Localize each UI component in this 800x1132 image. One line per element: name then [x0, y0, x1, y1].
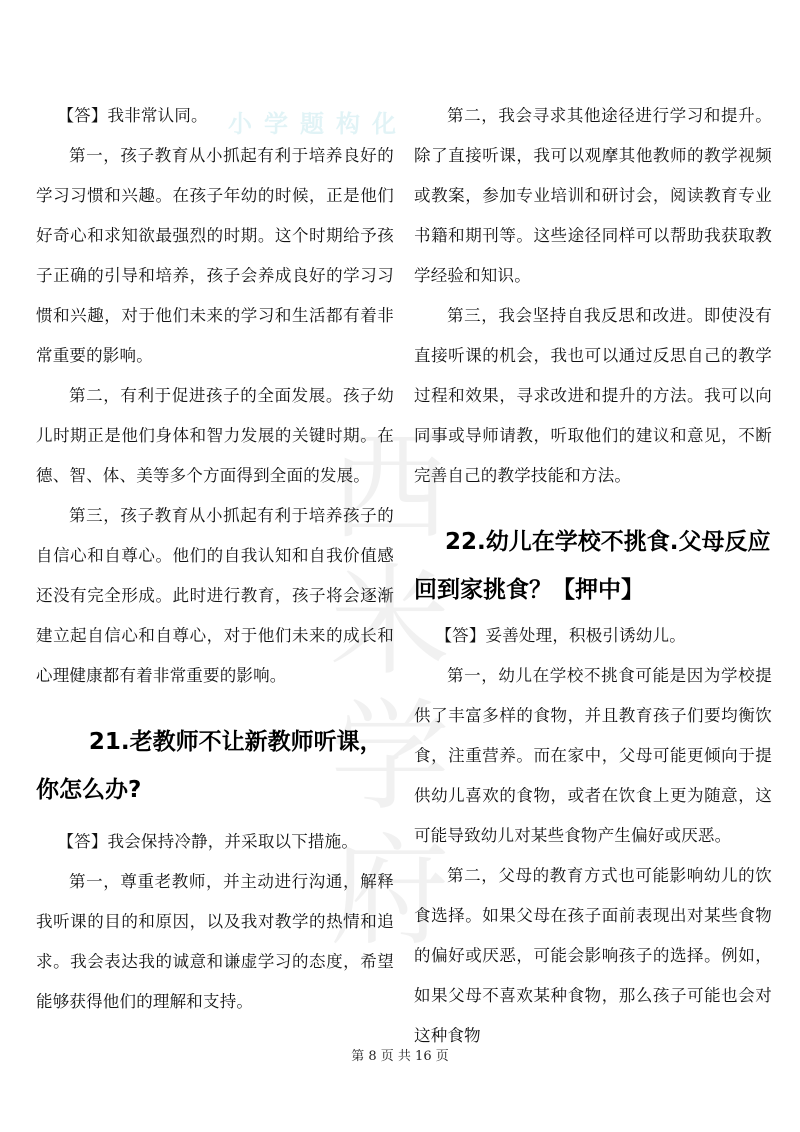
watermark-center-line1: 西米	[330, 418, 450, 692]
answer-paragraph: 【答】妥善处理，积极引诱幼儿。	[435, 626, 686, 645]
watermark-top-text: 小学题构化	[228, 110, 408, 138]
body-paragraph: 第一，尊重老教师，并主动进行沟通，解释我听课的目的和原因，以及我对教学的热情和追求。我会表达我的诚意和谦虚学习的态度，希望能够获得他们的理解和支持。	[36, 872, 394, 1011]
answer-paragraph: 【答】我非常认同。	[57, 106, 208, 125]
answer-paragraph: 【答】我会保持冷静，并采取以下措施。	[57, 832, 359, 851]
body-paragraph: 第二，父母的教育方式也可能影响幼儿的饮食选择。如果父母在孩子面前表现出对某些食物的偏好或厌恶，可能会影响孩子的选择。例如，如果父母不喜欢某种食物，那么孩子可能也会对这种食物	[414, 866, 772, 1045]
body-paragraph: 第二，有利于促进孩子的全面发展。孩子幼儿时期正是他们身体和智力发展的关键时期。在德、智、体、美等多个方面得到全面的发展。	[36, 386, 394, 485]
page-number: 第 8 页 共 16 页	[351, 1049, 449, 1064]
watermark-center-line2: 学府	[330, 688, 450, 962]
body-paragraph: 第三，孩子教育从小抓起有利于培养孩子的自信心和自尊心。他们的自我认知和自我价值感还没有完全形成。此时进行教育，孩子将会逐渐建立起自信心和自尊心，对于他们未来的成长和心理健康都有着非常重要的影响。	[36, 506, 394, 685]
body-paragraph: 第三，我会坚持自我反思和改进。即使没有直接听课的机会，我也可以通过反思自己的教学过程和效果，寻求改进和提升的方法。我可以向同事或导师请教，听取他们的建议和意见，不断完善自己的教学技能和方法。	[414, 306, 772, 485]
left-column	[36, 96, 394, 1022]
question-21-heading: 21.老教师不让新教师听课，你怎么办?	[36, 729, 383, 803]
body-paragraph: 第一，孩子教育从小抓起有利于培养良好的学习习惯和兴趣。在孩子年幼的时候，正是他们好奇心和求知欲最强烈的时期。这个时期给予孩子正确的引导和培养，孩子会养成良好的学习习惯和兴趣，对于他们未来的学习和生活都有着非常重要的影响。	[36, 146, 394, 365]
body-paragraph: 第二，我会寻求其他途径进行学习和提升。除了直接听课，我可以观摩其他教师的教学视频或教案，参加专业培训和研讨会，阅读教育专业书籍和期刊等。这些途径同样可以帮助我获取教学经验和知识。	[414, 106, 772, 285]
question-22-heading: 22.幼儿在学校不挑食.父母反应回到家挑食？【押中】	[414, 529, 771, 603]
right-column	[414, 96, 772, 1056]
body-paragraph: 第一，幼儿在学校不挑食可能是因为学校提供了丰富多样的食物，并且教育孩子们要均衡饮食，注重营养。而在家中，父母可能更倾向于提供幼儿喜欢的食物，或者在饮食上更为随意，这可能导致幼儿对某些食物产生偏好或厌恶。	[414, 666, 772, 845]
